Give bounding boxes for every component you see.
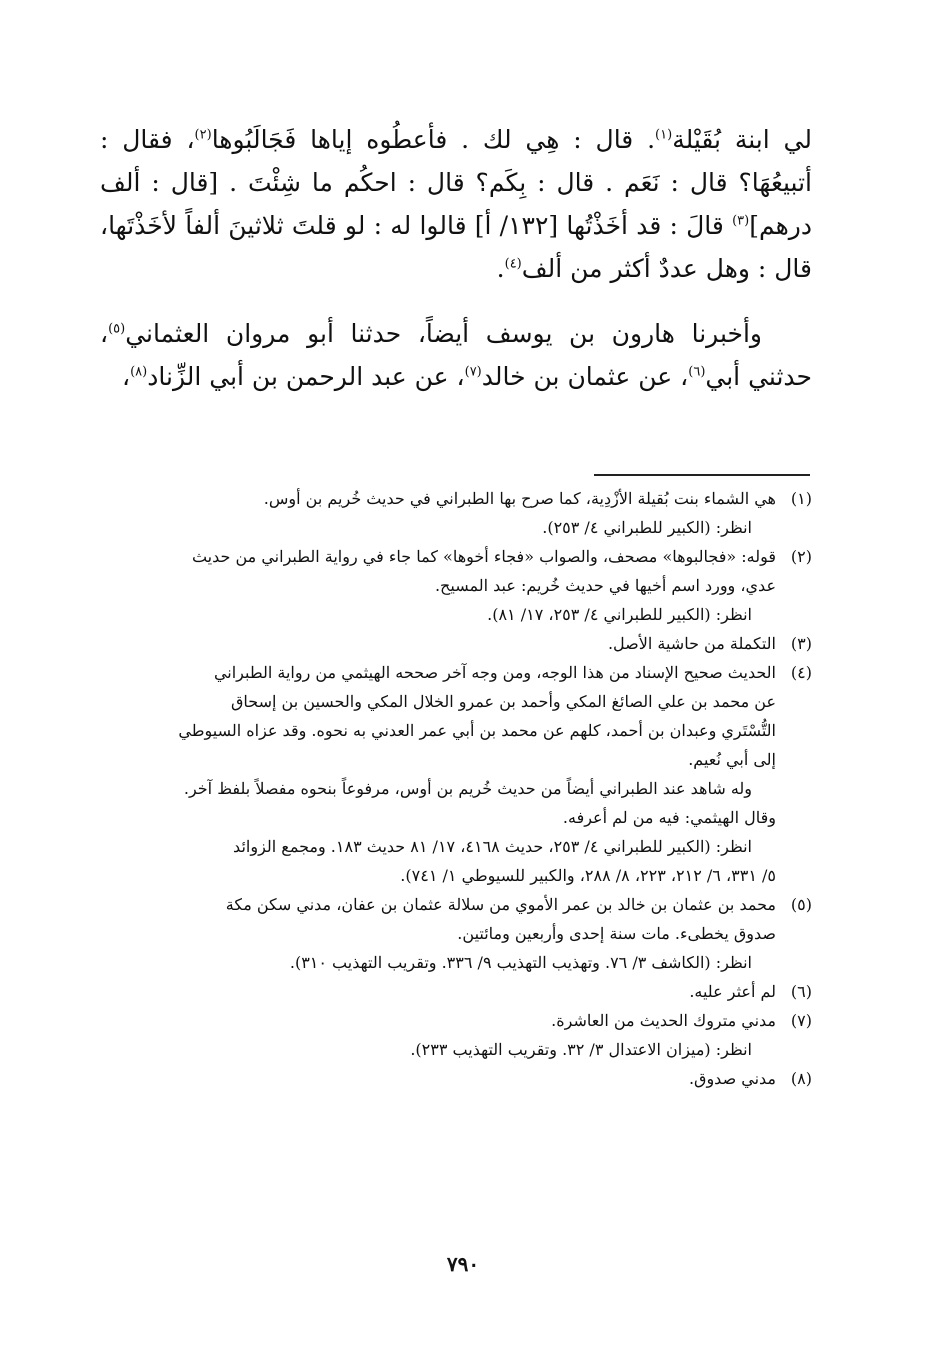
- footnote-number: (٧): [790, 1011, 812, 1030]
- footnote-line: قوله: «فجالبوها» مصحف، والصواب «فجاء أخوها» كما جاء في رواية الطبراني من حديث: [191, 547, 776, 566]
- footnote-number: (٥): [790, 895, 812, 914]
- footnote-ref-7[interactable]: (٧): [464, 364, 482, 380]
- footnote-7: [100, 1006, 812, 1064]
- main-text: [100, 118, 812, 398]
- text-segment: ،: [122, 362, 131, 391]
- footnote-line: عن محمد بن علي الصائغ المكي وأحمد بن عمرو الخلال المكي والحسين بن إسحاق: [231, 692, 776, 711]
- footnote-line: صدوق يخطىء. مات سنة إحدى وأربعين ومائتين.: [457, 924, 776, 943]
- footnote-ref-6[interactable]: (٦): [688, 364, 706, 380]
- main-paragraph-1: [100, 118, 812, 290]
- footnote-line: ٥/ ٣٣١، ٦/ ٢١٢، ٢٢٣، ٨/ ٢٨٨، والكبير للسيوطي ١/ ٧٤١).: [400, 866, 776, 885]
- footnote-line: التُّسْتَري وعبدان بن أحمد، كلهم عن محمد بن أبي عمر العدني به نحوه. وقد عزاه السيوطي: [178, 721, 776, 740]
- footnote-line: انظر: (الكبير للطبراني ٤/ ٢٥٣).: [542, 518, 752, 537]
- footnote-line: انظر: (الكاشف ٣/ ٧٦. وتهذيب التهذيب ٩/ ٣٣٦. وتقريب التهذيب ٣١٠).: [289, 953, 752, 972]
- footnote-line: انظر: (الكبير للطبراني ٤/ ٢٥٣، ١٧/ ٨١).: [487, 605, 752, 624]
- footnote-divider: [594, 474, 810, 476]
- footnote-number: (٤): [790, 663, 812, 682]
- footnote-number: (٢): [790, 547, 812, 566]
- footnote-ref-1[interactable]: (١): [655, 127, 673, 143]
- footnote-line: التكملة من حاشية الأصل.: [607, 634, 776, 653]
- main-paragraph-2: [100, 312, 812, 398]
- footnote-5: [100, 890, 812, 977]
- footnote-line: انظر: (الكبير للطبراني ٤/ ٢٥٣، حديث ٤١٦٨، ١٧/ ٨١ حديث ١٨٣. ومجمع الزوائد: [233, 837, 752, 856]
- text-segment: لي ابنة بُقَيْلة: [672, 125, 812, 154]
- footnote-number: (٦): [790, 982, 812, 1001]
- footnote-line: وله شاهد عند الطبراني أيضاً من حديث خُريم بن أوس، مرفوعاً بنحوه مفصلاً بلفظ آخر.: [183, 779, 752, 798]
- footnote-line: انظر: (ميزان الاعتدال ٣/ ٣٢. وتقريب التهذيب ٢٣٣).: [410, 1040, 752, 1059]
- footnote-line: إلى أبي نُعيم.: [688, 750, 776, 769]
- text-segment: وأخبرنا هارون بن يوسف أيضاً، حدثنا أبو مروان العثماني: [125, 319, 762, 348]
- footnote-number: (٨): [790, 1069, 812, 1088]
- text-segment: .: [496, 254, 505, 283]
- footnote-8: [100, 1064, 812, 1093]
- footnote-line: مدني متروك الحديث من العاشرة.: [551, 1011, 776, 1030]
- text-segment: ، عن عثمان بن خالد: [481, 362, 689, 391]
- text-segment: ، حدثني أبي: [100, 319, 812, 391]
- footnote-line: مدني صدوق.: [688, 1069, 776, 1088]
- footnote-number: (١): [790, 489, 812, 508]
- footnote-line: الحديث صحيح الإسناد من هذا الوجه، ومن وجه آخر صححه الهيثمي من رواية الطبراني: [213, 663, 776, 682]
- footnote-2: [100, 542, 812, 629]
- footnote-ref-3[interactable]: (٣): [732, 213, 750, 229]
- footnote-ref-2[interactable]: (٢): [194, 127, 212, 143]
- text-segment: . قال : هِي لك . فأعطُوه إياها فَجَالَبُوها: [211, 125, 656, 154]
- footnote-line: هي الشماء بنت بُقيلة الأزْدِية، كما صرح بها الطبراني في حديث خُريم بن أوس.: [263, 489, 776, 508]
- footnote-number: (٣): [790, 634, 812, 653]
- footnote-line: وقال الهيثمي: فيه من لم أعرفه.: [562, 808, 776, 827]
- footnote-6: [100, 977, 812, 1006]
- text-segment: ، عن عبد الرحمن بن أبي الزِّناد: [147, 362, 465, 391]
- footnotes: [100, 484, 812, 1093]
- text-segment: ، فقال : أتبيعُهَا؟ قال : نَعَم . قال : بِكَم؟ قال : احكُم ما شِئْتَ . [قال : ألف درهم]: [100, 125, 812, 240]
- footnote-line: محمد بن عثمان بن خالد بن عمر الأموي من سلالة عثمان بن عفان، مدني سكن مكة: [225, 895, 776, 914]
- footnote-ref-4[interactable]: (٤): [504, 256, 522, 272]
- footnote-4: [100, 658, 812, 890]
- footnote-3: [100, 629, 812, 658]
- text-segment: قالَ : قد أخَذْتُها [١٣٢/ أ] قالوا له : لو قلتَ ثلاثينَ ألفاً لأخَذْتَها، قال : وهل عددٌ أكثر من ألف: [100, 211, 812, 283]
- footnote-ref-8[interactable]: (٨): [130, 364, 148, 380]
- page-number: ٧٩٠: [446, 1252, 480, 1276]
- footnote-line: عدي، وورد اسم أخيها في حديث خُريم: عبد المسيح.: [434, 576, 776, 595]
- footnote-ref-5[interactable]: (٥): [108, 321, 126, 337]
- footnote-1: [100, 484, 812, 542]
- footnote-line: لم أعثر عليه.: [689, 982, 776, 1001]
